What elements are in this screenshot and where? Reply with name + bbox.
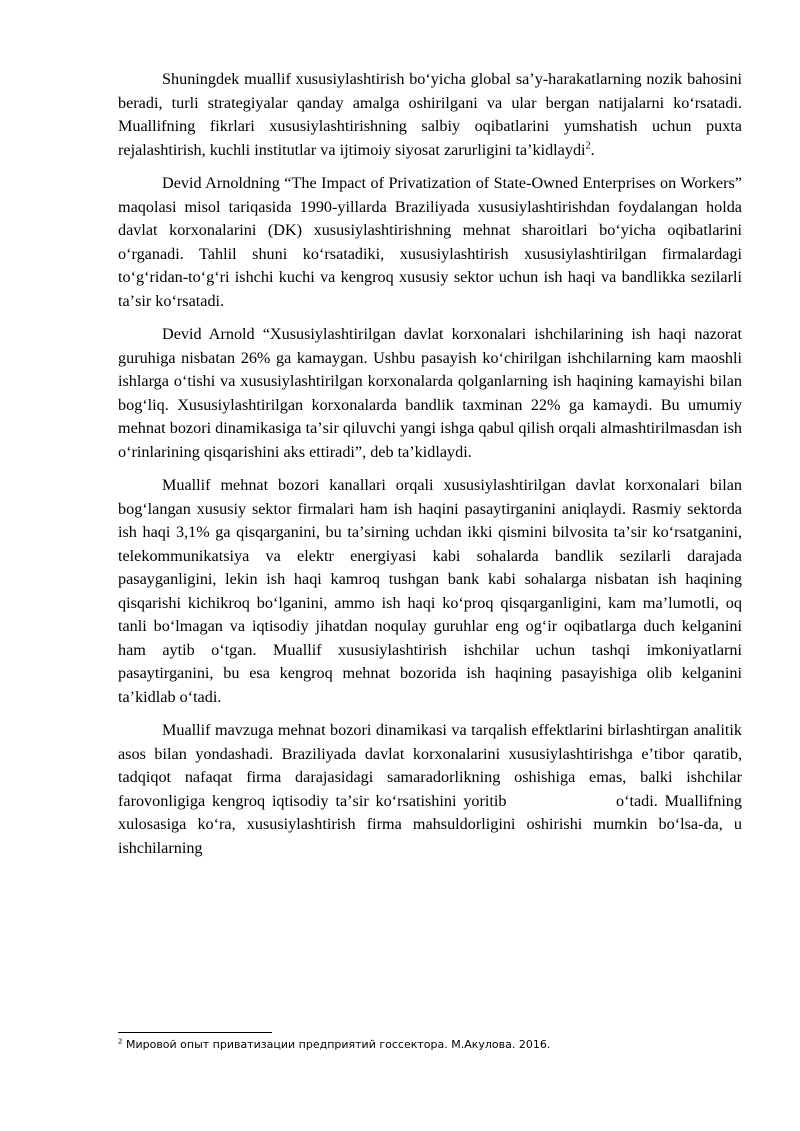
paragraph-1-tail: . [590, 140, 595, 159]
paragraph-3: Devid Arnold “Xususiylashtirilgan davlat korxonalari ishchilarining ish haqi nazorat guruhiga nisbatan 26% ga kamaygan. Ushbu pasayish koʻchirilgan ishchilarning kam maoshli ishlarga oʻtishi va xususiylashtirilgan korxonalarda qolganlarning ish haqining kamayishi bilan bogʻliq. Xususiylashtirilgan korxonalarda bandlik taxminan 22% ga kamaydi. Bu umumiy mehnat bozori dinamikasiga taʼsir qiluvchi yangi ishga qabul qilish orqali almashtirilmasdan ish oʻrinlarining qisqarishini aks ettiradi”, deb taʼkidlaydi. [118, 325, 742, 461]
paragraph-2: Devid Arnoldning “The Impact of Privatization of State-Owned Enterprises on Workers” maqolasi misol tariqasida 1990-yillarda Braziliyada xususiylashtirishdan foydalangan holda davlat korxonalarini (DK) xususiylashtirishning mehnat sharoitlari boʻyicha oqibatlarini oʻrganadi. Tahlil shuni koʻrsatadiki, xususiylashtirish xususiylashtirilgan firmalardagi toʻgʻridan-toʻgʻri ishchi kuchi va kengroq xususiy sektor uchun ish haqi va bandlikka sezilarli taʼsir koʻrsatadi. [118, 174, 742, 310]
footnote-separator [118, 1032, 272, 1033]
paragraph-4: Muallif mehnat bozori kanallari orqali xususiylashtirilgan davlat korxonalari bilan bogʻlangan xususiy sektor firmalari ham ish haqini pasaytirganini aniqlaydi. Rasmiy sektorda ish haqi 3,1% ga qisqarganini, bu taʼsirning uchdan ikki qismini bilvosita taʼsir koʻrsatganini, telekommunikatsiya va elektr energiyasi kabi sohalarda bandlik sezilarli darajada pasayganligini, lekin ish haqi kamroq tushgan bank kabi sohalarga nisbatan ish haqining qisqarishi kichikroq boʻlganini, ammo ish haqi koʻproq qisqarganligini, kam maʼlumotli, oq tanli boʻlmagan va iqtisodiy jihatdan noqulay guruhlar eng ogʻir oqibatlarga duch kelganini ham aytib oʻtgan. Muallif xususiylashtirish ishchilar uchun tashqi imkoniyatlarni pasaytirganini, bu esa kengroq mehnat bozorida ish haqining pasayishiga olib kelganini taʼkidlab oʻtadi. [118, 476, 742, 706]
footnote-number: 2 [118, 1037, 123, 1046]
footnote [118, 1038, 742, 1052]
footnote-text: Мировой опыт приватизации предприятий госсектора. М.Акулова. 2016. [122, 1038, 551, 1051]
document-page [118, 68, 747, 870]
paragraph-5: Muallif mavzuga mehnat bozori dinamikasi va tarqalish effektlarini birlashtirgan analitik asos bilan yondashadi. Braziliyada davlat korxonalarini xususiylashtirishga eʼtibor qaratib, tadqiqot nafaqat firma darajasidagi samaradorlikning oshishiga emas, balki ishchilar farovonligiga kengroq iqtisodiy taʼsir koʻrsatishini yoritib oʻtadi. Muallifning xulosasiga koʻra, xususiylashtirish firma mahsuldorligini oshirishi mumkin boʻlsa-da, u ishchilarning [118, 721, 747, 857]
paragraph-1 [118, 68, 742, 162]
footnote-area [118, 1032, 742, 1052]
footnote-reference[interactable]: 2 [585, 140, 591, 152]
paragraph-1-text: Shuningdek muallif xususiylashtirish boʻyicha global saʼy-harakatlarning nozik bahosini beradi, turli strategiyalar qanday amalga oshirilgani va ular bergan natijalarni koʻrsatadi. Muallifning fikrlari xususiylashtirishning salbiy oqibatlarini yumshatish uchun puxta rejalashtirish, kuchli institutlar va ijtimoiy siyosat zarurligini taʼkidlaydi [118, 70, 742, 159]
